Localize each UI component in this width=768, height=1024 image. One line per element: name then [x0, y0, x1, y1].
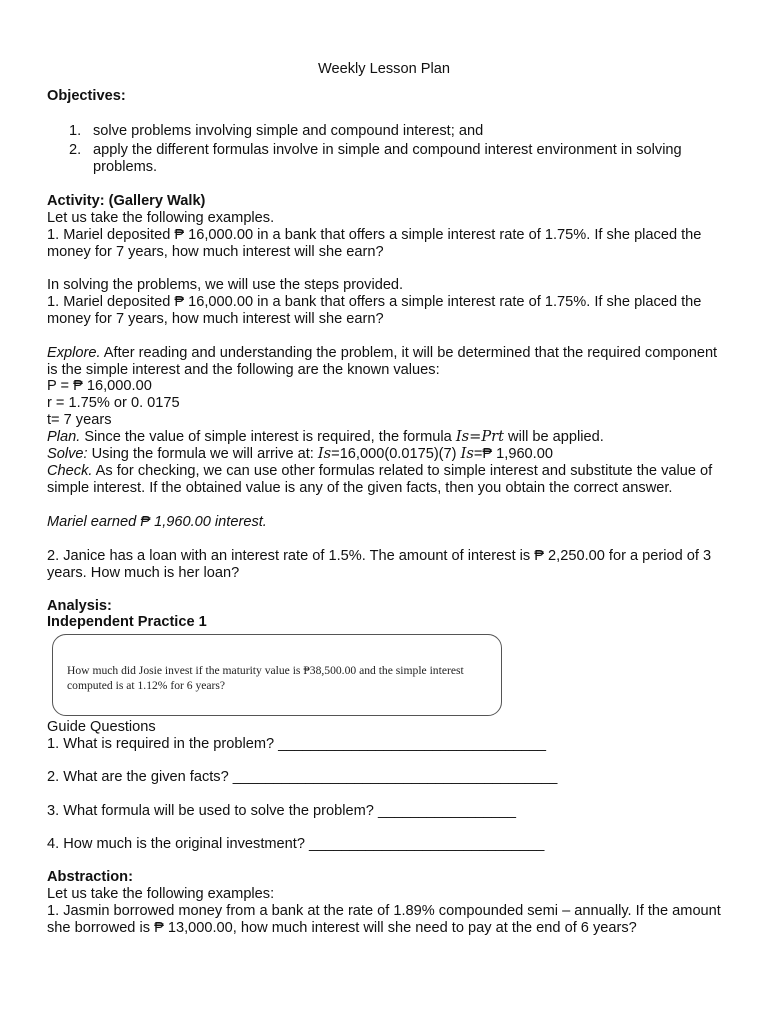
independent-practice-heading: Independent Practice 1 — [47, 614, 207, 630]
plan-text: Since the value of simple interest is required, the formula — [80, 429, 456, 445]
time-value: t= 7 years — [47, 412, 112, 428]
solve-label: Solve: — [47, 446, 88, 462]
objective-number: 2. — [69, 141, 82, 158]
objectives-heading: Objectives: — [47, 88, 126, 104]
plan-label: Plan. — [47, 429, 81, 445]
practice-problem-text: How much did Josie invest if the maturity value is ₱38,500.00 and the simple interest computed is at 1.12% for 6 years? — [67, 664, 464, 692]
abstraction-heading: Abstraction: — [47, 869, 133, 885]
check-text: As for checking, we can use other formulas related to simple interest and substitute the value of simple interest. If the obtained value is any of the given facts, then you obtain the correct answer. — [47, 463, 713, 496]
objective-item — [47, 123, 727, 140]
objective-item — [47, 142, 727, 176]
activity-example-1-repeat: 1. Mariel deposited ₱ 16,000.00 in a bank that offers a simple interest rate of 1.75%. If she placed the money for 7 years, how much interest will she earn? — [47, 294, 702, 327]
objective-text: apply the different formulas involve in simple and compound interest environment in solving problems. — [93, 141, 682, 175]
rate-value: r = 1.75% or 0. 0175 — [47, 395, 180, 411]
solve-paragraph — [47, 446, 727, 463]
plan-formula: Is=Prt — [455, 428, 504, 445]
principal-value: P = ₱ 16,000.00 — [47, 378, 152, 394]
solve-variable: Is — [460, 445, 474, 462]
explore-text: After reading and understanding the problem, it will be determined that the required component is the simple interest and the following are the known values: — [47, 345, 718, 378]
solve-result: =₱ 1,960.00 — [473, 446, 553, 462]
explore-label: Explore. — [47, 345, 101, 361]
practice-problem-box — [52, 634, 502, 716]
check-paragraph — [47, 463, 727, 497]
activity-heading: Activity: (Gallery Walk) — [47, 193, 206, 209]
plan-paragraph — [47, 429, 727, 446]
guide-question-4: 4. How much is the original investment? _____________________________ — [47, 836, 545, 852]
activity-intro: Let us take the following examples. — [47, 210, 275, 226]
activity-example-1: 1. Mariel deposited ₱ 16,000.00 in a bank that offers a simple interest rate of 1.75%. If she placed the money for 7 years, how much interest will she earn? — [47, 227, 702, 260]
document-title: Weekly Lesson Plan — [318, 61, 450, 77]
guide-questions-heading: Guide Questions — [47, 719, 156, 735]
conclusion: Mariel earned ₱ 1,960.00 interest. — [47, 514, 267, 530]
guide-question-3: 3. What formula will be used to solve the problem? _________________ — [47, 803, 516, 819]
steps-intro: In solving the problems, we will use the steps provided. — [47, 277, 404, 293]
solve-variable: Is — [317, 445, 332, 462]
objective-number: 1. — [69, 123, 82, 139]
plan-text-after: will be applied. — [504, 429, 604, 445]
check-label: Check. — [47, 463, 93, 479]
guide-question-2: 2. What are the given facts? ________________________________________ — [47, 769, 558, 785]
explore-paragraph — [47, 345, 727, 379]
guide-question-1: 1. What is required in the problem? _________________________________ — [47, 736, 547, 752]
objectives-list — [47, 123, 727, 177]
analysis-heading: Analysis: — [47, 598, 112, 614]
solve-calculation: =16,000(0.0175)(7) — [331, 446, 461, 462]
objective-text: solve problems involving simple and compound interest; and — [93, 123, 484, 139]
abstraction-example-1: 1. Jasmin borrowed money from a bank at the rate of 1.89% compounded semi – annually. If the amount she borrowed is ₱ 13,000.00, how much interest will she need to pay at the end of 6 years? — [47, 903, 721, 936]
solve-text: Using the formula we will arrive at: — [87, 446, 318, 462]
abstraction-intro: Let us take the following examples: — [47, 886, 275, 902]
activity-example-2: 2. Janice has a loan with an interest rate of 1.5%. The amount of interest is ₱ 2,250.00 for a period of 3 years. How much is her loan? — [47, 548, 712, 581]
